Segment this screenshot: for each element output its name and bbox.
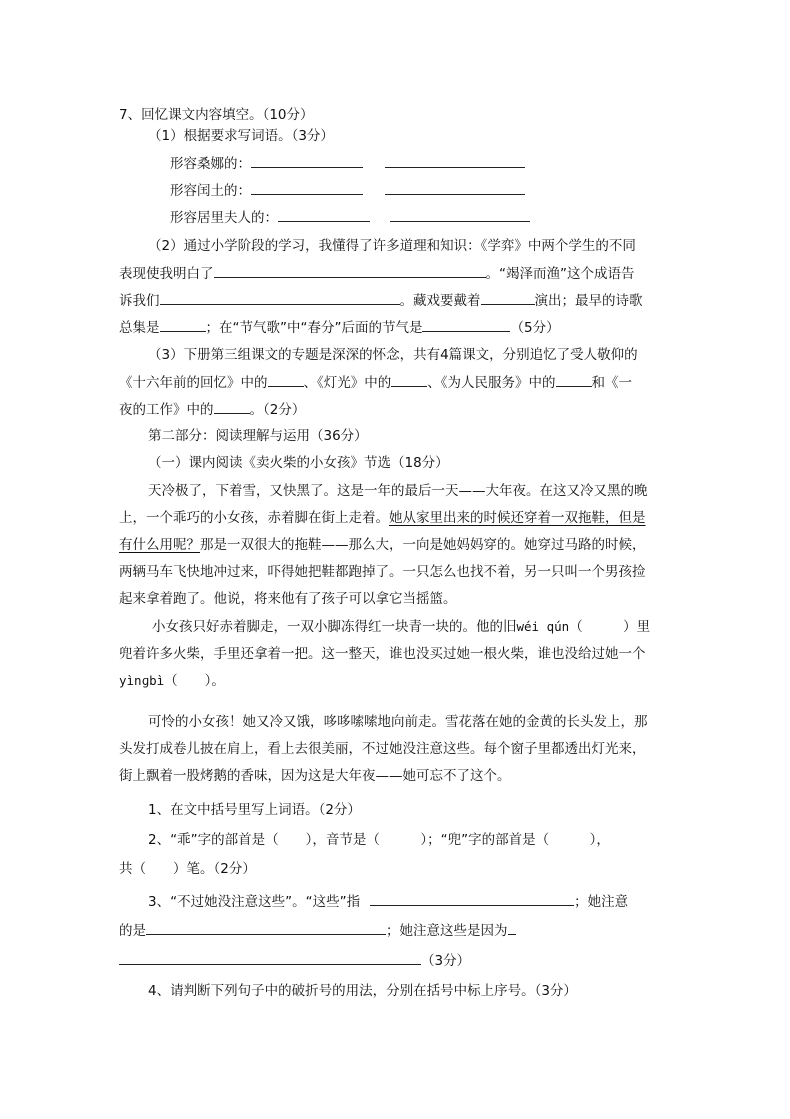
underlined-sentence: 有什么用呢？ xyxy=(119,537,200,553)
p2-blank-lesson[interactable] xyxy=(214,263,486,278)
jvli-blank-1[interactable] xyxy=(278,207,370,222)
passage-p1-line4: 两辆马车飞快地冲过来，吓得她把鞋都跑掉了。一只怎么也找不着，另一只叫一个男孩捡 xyxy=(119,564,646,580)
q7-title: 7、回忆课文内容填空。（10分） xyxy=(119,107,314,123)
p3-text: 。（2分） xyxy=(249,402,306,418)
p2-text: 总集是 xyxy=(119,320,160,336)
sangna-blank-2[interactable] xyxy=(385,153,525,168)
reading-section-title: （一）课内阅读《卖火柴的小女孩》节选（18分） xyxy=(148,455,449,471)
p2-text: ；在“节气歌”中“春分”后面的节气是 xyxy=(205,320,423,336)
q7-p2-line4 xyxy=(119,317,560,338)
passage-p1-line5: 起来拿着跑了。他说，将来他有了孩子可以拿它当摇篮。 xyxy=(119,591,457,607)
p2-blank-tibetan-opera[interactable] xyxy=(481,290,535,305)
part2-title: 第二部分：阅读理解与运用（36分） xyxy=(148,428,368,444)
p3-blank-2[interactable] xyxy=(391,372,427,387)
question-2-line1: 2、“乖”字的部首是（ ），音节是（ ）；“兜”字的部首是（ ）， xyxy=(148,832,610,848)
q3-text: 的是 xyxy=(119,923,146,939)
q3-text: ；她注意 xyxy=(574,894,629,910)
q3-blank-reason-start[interactable] xyxy=(508,920,516,935)
passage-p3-line1: 可怜的小女孩！她又冷又饿，哆哆嗦嗦地向前走。雪花落在她的金黄的长头发上，那 xyxy=(148,714,648,730)
q7-p3-line3 xyxy=(119,399,305,420)
passage-p2-line3 xyxy=(119,671,225,691)
q7-p3-line1: （3）下册第三组课文的专题是深深的怀念，共有4篇课文，分别追忆了受人敬仰的 xyxy=(148,347,638,363)
q7-jvli-row xyxy=(170,207,530,228)
p3-text: 《十六年前的回忆》中的 xyxy=(119,375,268,391)
passage-p1-line2 xyxy=(119,508,646,528)
p3-blank-4[interactable] xyxy=(214,399,250,414)
question-3-line1 xyxy=(148,891,628,912)
p2-text: 。藏戏要戴着 xyxy=(399,293,481,309)
sangna-label: 形容桑娜的： xyxy=(170,156,251,172)
question-2-line2: 共（ ）笔。（2分） xyxy=(119,861,256,877)
passage-p1-line1: 天冷极了，下着雪，又快黑了。这是一年的最后一天——大年夜。在这又冷又黑的晚 xyxy=(148,483,648,499)
p3-text: 和《一 xyxy=(591,375,632,391)
q3-text: ；她注意这些是因为 xyxy=(386,923,508,939)
q7-runtu-row xyxy=(170,180,525,201)
pinyin-yingbi: yìnɡbì xyxy=(119,673,165,688)
p2-text: （5分） xyxy=(510,320,560,336)
blank-yingbi[interactable]: （ ）。 xyxy=(164,673,225,689)
sangna-blank-1[interactable] xyxy=(251,153,363,168)
p2-blank-poetry[interactable] xyxy=(160,317,206,332)
p2-text: 。“竭泽而渔”这个成语告 xyxy=(485,266,635,282)
p2-text: 诉我们 xyxy=(119,293,160,309)
q7-p3-line2 xyxy=(119,372,632,393)
q7-part1: （1）根据要求写词语。（3分） xyxy=(148,128,334,144)
jvli-blank-2[interactable] xyxy=(390,207,530,222)
q3-blank-reason[interactable] xyxy=(119,950,421,965)
runtu-label: 形容闰土的： xyxy=(170,183,251,199)
q3-score: （3分） xyxy=(421,953,471,969)
runtu-blank-1[interactable] xyxy=(251,180,363,195)
p3-blank-1[interactable] xyxy=(268,372,304,387)
q7-p2-line3 xyxy=(119,290,643,311)
question-4: 4、请判断下列句子中的破折号的用法，分别在括号中标上序号。（3分） xyxy=(148,983,577,999)
q7-sangna-row xyxy=(170,153,525,174)
p2-text: 演出；最早的诗歌 xyxy=(534,293,643,309)
passage-text: 上，一个乖巧的小女孩，赤着脚在街上走着。 xyxy=(119,510,389,526)
p2-blank-solar-term[interactable] xyxy=(422,317,510,332)
q3-blank-notices[interactable] xyxy=(146,920,386,935)
passage-p3-line2: 头发打成卷儿披在肩上，看上去很美丽，不过她没注意这些。每个窗子里都透出灯光来， xyxy=(119,741,646,757)
q7-p2-line2 xyxy=(119,263,635,284)
q7-p2-line1: （2）通过小学阶段的学习，我懂得了许多道理和知识：《学弈》中两个学生的不同 xyxy=(148,238,636,254)
passage-p2-line1 xyxy=(152,617,650,637)
blank-weiqun[interactable]: （ ）里 xyxy=(569,619,651,635)
passage-text: 那是一双很大的拖鞋——那么大，一向是她妈妈穿的。她穿过马路的时候， xyxy=(200,537,646,553)
runtu-blank-2[interactable] xyxy=(385,180,525,195)
passage-p2-line2: 兜着许多火柴，手里还拿着一把。这一整天，谁也没买过她一根火柴，谁也没给过她一个 xyxy=(119,646,646,662)
question-1: 1、在文中括号里写上词语。（2分） xyxy=(148,802,361,818)
p2-blank-idiom[interactable] xyxy=(160,290,400,305)
passage-p3-line3: 街上飘着一股烤鹅的香味，因为这是大年夜——她可忘不了这个。 xyxy=(119,768,511,784)
question-3-line3 xyxy=(119,950,470,971)
p3-blank-3[interactable] xyxy=(556,372,592,387)
jvli-label: 形容居里夫人的： xyxy=(170,210,278,226)
p3-text: 、《灯光》中的 xyxy=(303,375,392,391)
passage-p1-line3 xyxy=(119,535,646,555)
passage-text: 小女孩只好赤着脚走，一双小脚冻得红一块青一块的。他的旧 xyxy=(152,619,517,635)
p3-text: 夜的工作》中的 xyxy=(119,402,214,418)
p2-text: 表现使我明白了 xyxy=(119,266,214,282)
p3-text: 、《为人民服务》中的 xyxy=(427,375,556,391)
q3-text: 3、“不过她没注意这些”。“这些”指 xyxy=(148,894,361,910)
question-3-line2 xyxy=(119,920,516,941)
q3-blank-refers-to[interactable] xyxy=(370,891,574,906)
underlined-sentence: 她从家里出来的时候还穿着一双拖鞋，但是 xyxy=(389,510,646,526)
pinyin-weiqun: wéi qún xyxy=(516,619,570,634)
